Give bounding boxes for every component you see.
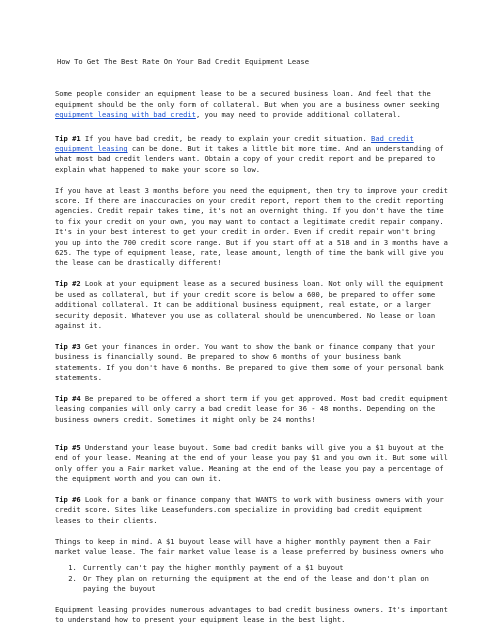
tip-5-paragraph [55, 443, 449, 485]
tip-4-label: Tip #4 [55, 393, 81, 403]
tip-1-label: Tip #1 [55, 133, 81, 143]
keep-in-mind-paragraph: Things to keep in mind. A $1 buyout lease will have a higher monthly payment then a Fair market value lease. The fair market value lease is a lease preferred by business owners who [55, 536, 444, 556]
list-item: 1. Currently can't pay the higher monthly payment of a $1 buyout [81, 563, 449, 573]
tip-3-label: Tip #3 [55, 341, 81, 351]
intro-text-after: , you may need to provide additional collateral. [195, 110, 401, 120]
tip-1-paragraph [55, 134, 449, 176]
tip-6-paragraph [55, 495, 449, 526]
tip-6-text: Look for a bank or finance company that WANTS to work with business owners with your credit score. Sites like Leasefunders.com specialize in providing bad credit equipment leases to their clients. [55, 494, 444, 525]
tip-5-text: Understand your lease buyout. Some bad credit banks will give you a $1 buyout at the end of your lease. Meaning at the end of your lease you pay $1 and you own it. But some will only offer you a Fair market value. Meaning at the end of the lease you pay a percentage of the equipment worth and you can own it. [55, 442, 448, 484]
buyout-list [55, 563, 449, 594]
tip-2-paragraph [55, 279, 449, 331]
tip-1-text-after: can be done. But it takes a little bit more time. And an understanding of what most bad credit lenders want. Obtain a copy of your credit report and be prepared to explain what happened to make your score so low. [55, 144, 444, 174]
intro-text-before: Some people consider an equipment lease to be a secured business loan. And feel that the equipment should be the only form of collateral. But when you are a business owner seeking [55, 89, 440, 109]
tip-3-paragraph [55, 342, 449, 384]
tip-6-label: Tip #6 [55, 494, 81, 504]
credit-repair-paragraph: If you have at least 3 months before you need the equipment, then try to improve your credit score. If there are inaccuracies on your credit report, report them to the credit reporting agencies. Credit repair takes time, it's not an overnight thing. If you don't have the time to fix your credit on your own, you may want to contact a legitimate credit repair company. It's in your best interest to get your credit in order. Even if credit repair won't bring you up into the 700 credit score range. But if you start off at a 518 and in 3 months have a 625. The type of equipment lease, rate, lease amount, length of time the bank will give you the lease can be drastically different! [55, 185, 448, 268]
tip-1-text-before: If you have bad credit, be ready to explain your credit situation. [80, 133, 372, 143]
closing-paragraph: Equipment leasing provides numerous advantages to bad credit business owners. It's important to understand how to present your equipment lease in the best light. [55, 604, 448, 625]
bad-credit-leasing-link[interactable]: Bad credit equipment leasing [55, 133, 414, 154]
tip-4-paragraph [55, 394, 449, 425]
tip-3-text: Get your finances in order. You want to show the bank or finance company that your business is financially sound. Be prepared to show 6 months of your business bank statements. If you don't have 6 months. Be prepared to give them some of your personal bank statements. [55, 341, 444, 382]
tip-2-text: Look at your equipment lease as a secured business loan. Not only will the equipment be used as collateral, but if your credit score is below a 600, be prepared to offer some additional collateral. It can be additional business equipment, real estate, or a larger security deposit. Whatever you use as collateral should be unencumbered. No lease or loan against it. [55, 279, 444, 330]
equipment-leasing-link[interactable]: equipment leasing with bad credit [55, 110, 196, 120]
tip-4-text: Be prepared to be offered a short term if you get approved. Most bad credit equipment leasing companies will only carry a bad credit lease for 36 - 48 months. Depending on the business owners credit. Sometimes it might only be 24 months! [55, 393, 448, 424]
document-title: How To Get The Best Rate On Your Bad Credit Equipment Lease [57, 57, 309, 66]
list-item: 2. Or They plan on returning the equipment at the end of the lease and don't plan on paying the buyout [81, 574, 449, 595]
tip-2-label: Tip #2 [55, 279, 81, 289]
intro-paragraph [55, 89, 449, 120]
tip-5-label: Tip #5 [55, 442, 81, 452]
